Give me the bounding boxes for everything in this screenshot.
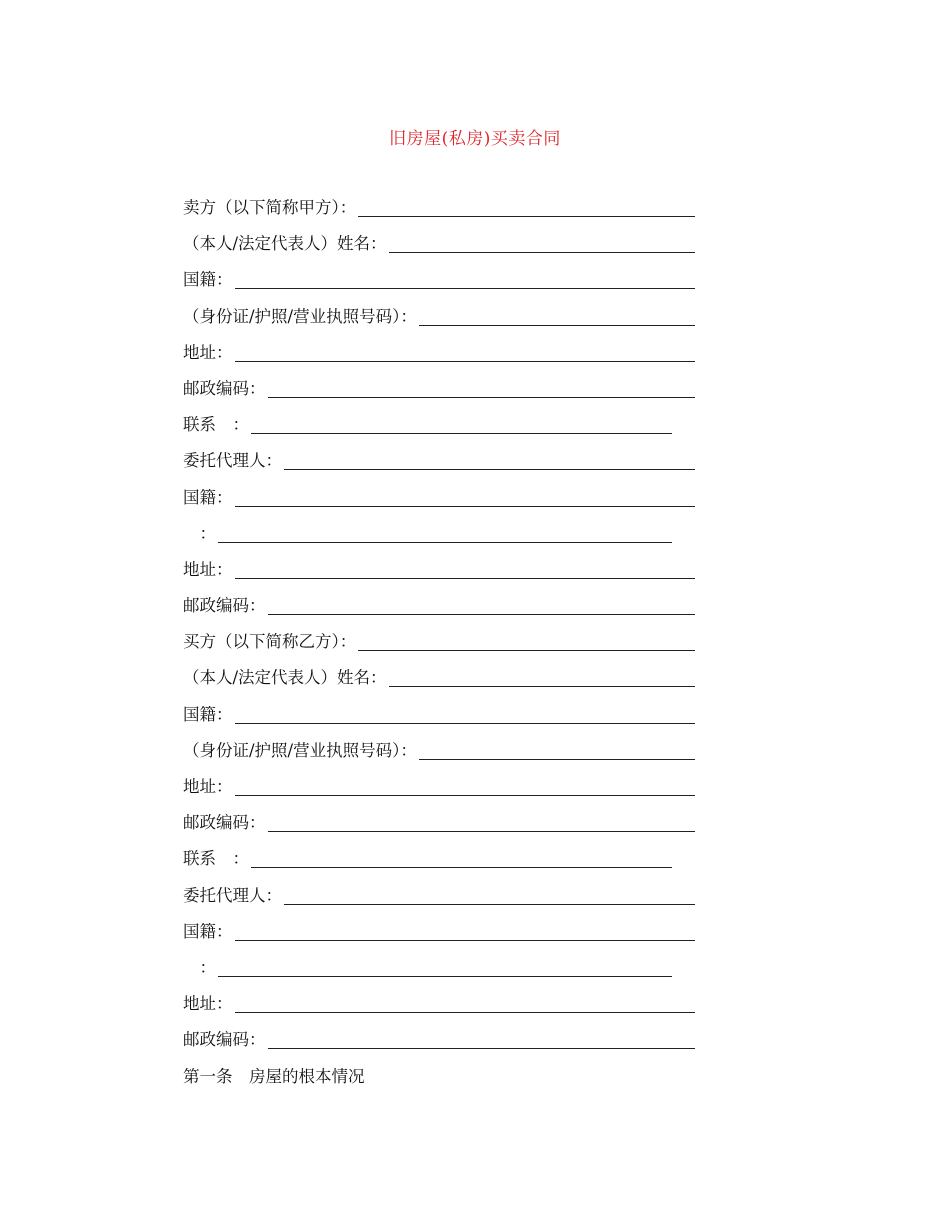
field-label: 邮政编码： [183,1030,266,1050]
document-title: 旧房屋(私房)买卖合同 [389,129,561,149]
field-label: （身份证/护照/营业执照号码）： [183,306,417,326]
field-label: 国籍： [183,921,233,941]
form-field-row [183,992,695,1028]
form-field-row [183,811,695,847]
fill-in-blank[interactable] [235,486,696,507]
field-label: 联系 ： [183,849,249,869]
field-label: 地址： [183,559,233,579]
field-label: （身份证/护照/营业执照号码）： [183,740,417,760]
field-label: 地址： [183,777,233,796]
form-field-row [183,847,695,883]
field-label: 买方（以下简称乙方）： [183,632,357,652]
fill-in-blank[interactable] [235,775,696,796]
form-field-row [183,196,695,232]
section-heading [183,1065,695,1101]
fill-in-blank[interactable] [235,992,696,1013]
form-field-row [183,449,695,485]
fill-in-blank[interactable] [284,449,695,470]
form-field-row [183,666,695,702]
field-list [183,196,695,1101]
field-label: 联系 ： [183,415,249,435]
fill-in-blank[interactable] [268,594,696,615]
form-field-row [183,305,695,341]
fill-in-blank[interactable] [235,920,696,941]
field-label: ： [183,523,216,543]
form-field-row [183,630,695,666]
form-field-row [183,558,695,594]
field-label: 国籍： [183,487,233,507]
fill-in-blank[interactable] [218,956,672,977]
fill-in-blank[interactable] [389,232,695,253]
form-field-row [183,413,695,449]
fill-in-blank[interactable] [358,196,695,217]
field-label: 委托代理人： [183,451,282,471]
fill-in-blank[interactable] [268,377,696,398]
fill-in-blank[interactable] [419,739,695,760]
fill-in-blank[interactable] [235,558,696,579]
field-label: 委托代理人： [183,885,282,905]
fill-in-blank[interactable] [251,413,672,434]
form-field-row [183,884,695,920]
fill-in-blank[interactable] [284,884,695,905]
form-field-row [183,703,695,739]
field-label: 邮政编码： [183,378,266,398]
fill-in-blank[interactable] [235,268,696,289]
form-field-row [183,594,695,630]
form-field-row [183,268,695,304]
form-field-row [183,232,695,268]
field-label: 国籍： [183,704,233,724]
form-field-row [183,1028,695,1064]
field-label: （本人/法定代表人）姓名： [183,668,387,688]
field-label: 国籍： [183,270,233,290]
form-field-row [183,739,695,775]
form-field-row [183,775,695,811]
form-field-row [183,920,695,956]
fill-in-blank[interactable] [218,522,672,543]
form-field-row [183,956,695,992]
field-label: ： [183,957,216,977]
section-heading-text: 第一条 房屋的根本情况 [183,1066,365,1086]
fill-in-blank[interactable] [268,1028,696,1049]
fill-in-blank[interactable] [358,630,695,651]
form-field-row [183,522,695,558]
fill-in-blank[interactable] [235,341,696,362]
field-label: 卖方（以下简称甲方）： [183,198,357,217]
field-label: 地址： [183,994,233,1014]
form-field-row [183,341,695,377]
fill-in-blank[interactable] [251,847,672,868]
fill-in-blank[interactable] [235,703,696,724]
fill-in-blank[interactable] [419,305,695,326]
field-label: 邮政编码： [183,813,266,833]
form-field-row [183,486,695,522]
fill-in-blank[interactable] [389,666,695,687]
fill-in-blank[interactable] [268,811,696,832]
field-label: 地址： [183,342,233,362]
field-label: 邮政编码： [183,596,266,616]
field-label: （本人/法定代表人）姓名： [183,234,387,254]
form-field-row [183,377,695,413]
